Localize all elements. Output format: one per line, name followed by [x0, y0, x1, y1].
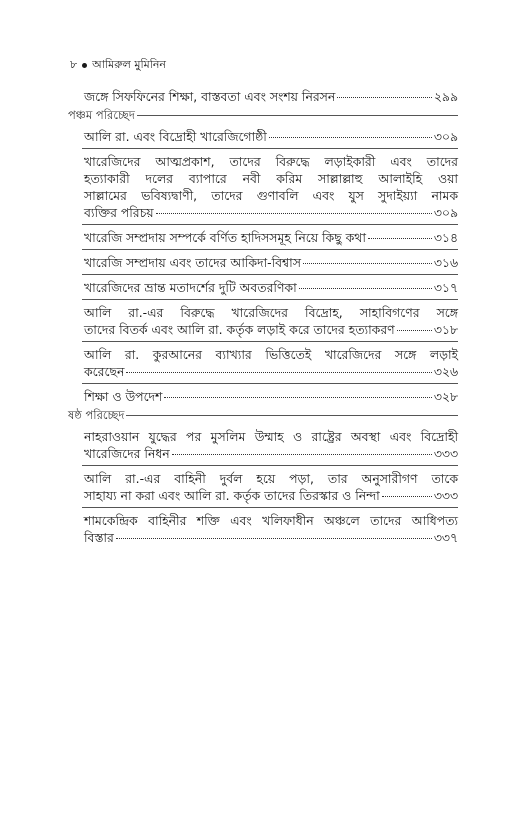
toc-entry: [84, 428, 458, 462]
toc-entry-title: ব্যক্তির পরিচয়: [84, 205, 154, 220]
section-title: ষষ্ঠ পরিচ্ছেদ: [68, 408, 125, 422]
dot-leader: [156, 213, 432, 214]
entry-divider: [82, 299, 458, 300]
section-rule: [137, 115, 458, 116]
toc-entry: [84, 304, 458, 338]
toc-entry-page: ৩২৬: [433, 364, 458, 379]
toc-entry-line: আলি রা.-এর বাহিনী দুর্বল হয়ে পড়া, তার অনুসারীগণ তাকে: [84, 471, 458, 486]
section-heading-5: [68, 108, 458, 123]
dot-leader: [299, 288, 432, 289]
toc-entry-title: শিক্ষা ও উপদেশ: [84, 389, 163, 404]
toc-entry: [84, 388, 458, 405]
toc-entry-title: খারেজি সম্প্রদায় সম্পর্কে বর্ণিত হাদিসসমূহ নিয়ে কিছু কথা: [84, 230, 366, 245]
toc-entry-page: ৩০৯: [433, 129, 458, 144]
entry-divider: [82, 274, 458, 275]
toc-entry-title: খারেজিদের ভ্রান্ত মতাদর্শের দুটি অবতরণিকা: [84, 280, 297, 295]
toc-entry-title: করেছেন: [84, 364, 125, 379]
toc-entry-title: খারেজিদের নিধন: [84, 446, 170, 461]
section-rule: [126, 415, 458, 416]
toc-entry-title: জঙ্গে সিফফিনের শিক্ষা, বাস্তবতা এবং সংশয় নিরসন: [84, 89, 336, 104]
toc-entry-line: খারেজিদের আত্মপ্রকাশ, তাদের বিরুদ্ধে লড়াইকারী এবং তাদের: [84, 154, 458, 169]
running-header: [70, 58, 166, 72]
entry-divider: [82, 383, 458, 384]
dot-leader: [269, 137, 432, 138]
toc-entry-title: আলি রা. এবং বিদ্রোহী খারেজিগোষ্ঠী: [84, 129, 267, 144]
toc-entry-line: আলি রা.-এর বিরুদ্ধে খারেজিদের বিদ্রোহ, সাহাবিগণের সঙ্গে: [84, 305, 458, 320]
toc-entry: [84, 512, 458, 546]
dot-leader: [397, 330, 432, 331]
bullet-dot-icon: [82, 63, 87, 68]
section-5-entries: [84, 128, 458, 405]
toc-entry-line: শামকেন্দ্রিক বাহিনীর শক্তি এবং খলিফাধীন অঞ্চলে তাদের আধিপত্য: [84, 513, 458, 528]
toc-entry-title: সাহায্য না করা এবং আলি রা. কর্তৃক তাদের তিরস্কার ও নিন্দা: [84, 488, 380, 503]
toc-entry-title: খারেজি সম্প্রদায় এবং তাদের আকিদা-বিশ্বাস: [84, 255, 301, 270]
toc-entry-line: আলি রা. কুরআনের ব্যাখ্যার ভিত্তিতেই খারেজিদের সঙ্গে লড়াই: [84, 347, 458, 362]
section-6-entries: [84, 428, 458, 546]
toc-entry-page: ৩৩৭: [433, 530, 458, 545]
dot-leader: [126, 372, 431, 373]
toc-entry-page: ৩২৮: [433, 389, 458, 404]
book-title: আমিরুল মুমিনিন: [92, 58, 167, 71]
dot-leader: [337, 97, 432, 98]
toc-entry: [84, 254, 458, 271]
entry-divider: [82, 224, 458, 225]
entry-divider: [82, 341, 458, 342]
toc-entry-line: নাহরাওয়ান যুদ্ধের পর মুসলিম উম্মাহ ও রাষ্ট্রের অবস্থা এবং বিদ্রোহী: [84, 429, 458, 444]
dot-leader: [164, 397, 431, 398]
toc-entry-line: হত্যাকারী দলের ব্যাপারে নবী করিম সাল্লাল্লাহু আলাইহি ওয়া: [84, 171, 458, 186]
toc-entry-title: বিস্তার: [84, 530, 114, 545]
toc-entry: [84, 279, 458, 296]
toc-entry: [84, 153, 458, 221]
toc-entry-page: ৩০৯: [433, 205, 458, 220]
toc-entry-page: ৩৩৩: [433, 446, 458, 461]
toc-entry-page: ৩৩৩: [433, 488, 458, 503]
toc-entry: [84, 346, 458, 380]
section-title: পঞ্চম পরিচ্ছেদ: [68, 108, 135, 122]
toc-entry: [84, 229, 458, 246]
dot-leader: [382, 496, 432, 497]
toc-entry-page: ৩১৮: [433, 322, 458, 337]
entry-divider: [82, 507, 458, 508]
toc-entry-page: ৩১৭: [433, 280, 458, 295]
entry-divider: [82, 249, 458, 250]
page-number: ৮: [70, 58, 78, 71]
toc-entry-line: সাল্লামের ভবিষ্যদ্বাণী, তাদের গুণাবলি এবং যুস সুদাইয়্যা নামক: [84, 188, 458, 203]
toc-entry: [84, 470, 458, 504]
table-of-contents: [68, 88, 458, 549]
section-heading-6: [68, 408, 458, 423]
toc-entry: [84, 88, 458, 105]
entry-divider: [82, 465, 458, 466]
toc-entry: [84, 128, 458, 145]
toc-entry-title: তাদের বিতর্ক এবং আলি রা. কর্তৃক লড়াই করে তাদের হত্যাকরণ: [84, 322, 395, 337]
toc-entry-page: ৩১৪: [433, 230, 458, 245]
dot-leader: [172, 454, 432, 455]
toc-entry-page: ৩১৬: [433, 255, 458, 270]
dot-leader: [303, 263, 432, 264]
dot-leader: [368, 238, 432, 239]
toc-entry-page: ২৯৯: [433, 89, 458, 104]
entry-divider: [82, 148, 458, 149]
dot-leader: [116, 538, 432, 539]
